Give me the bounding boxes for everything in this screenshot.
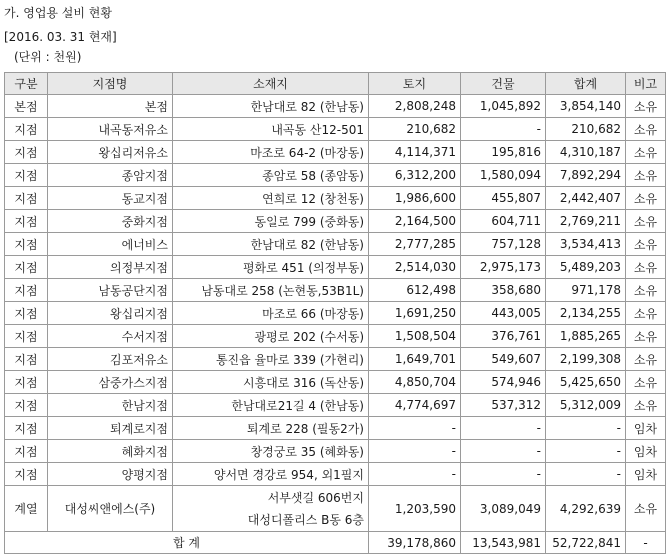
cell-note: 소유 xyxy=(626,302,666,325)
cell-land: 4,850,704 xyxy=(369,371,461,394)
cell-note: 소유 xyxy=(626,394,666,417)
cell-address: 한남대로 82 (한남동) xyxy=(173,95,369,118)
cell-building: - xyxy=(461,440,546,463)
cell-land: 1,986,600 xyxy=(369,187,461,210)
cell-total: - xyxy=(546,463,626,486)
col-header-total: 합계 xyxy=(546,73,626,95)
cell-total: 2,769,211 xyxy=(546,210,626,233)
cell-land: 6,312,200 xyxy=(369,164,461,187)
cell-land: 1,691,250 xyxy=(369,302,461,325)
cell-land: 1,649,701 xyxy=(369,348,461,371)
cell-note: 소유 xyxy=(626,210,666,233)
table-row xyxy=(5,118,666,141)
cell-type: 지점 xyxy=(5,187,48,210)
col-header-type: 구분 xyxy=(5,73,48,95)
cell-branch-name: 왕십리저유소 xyxy=(48,141,173,164)
cell-note: 소유 xyxy=(626,325,666,348)
cell-building: - xyxy=(461,463,546,486)
cell-type: 지점 xyxy=(5,256,48,279)
cell-note: 소유 xyxy=(626,486,666,532)
cell-type: 지점 xyxy=(5,371,48,394)
table-row xyxy=(5,325,666,348)
cell-type: 지점 xyxy=(5,118,48,141)
cell-total: 5,312,009 xyxy=(546,394,626,417)
cell-total: 7,892,294 xyxy=(546,164,626,187)
cell-branch-name: 에너비스 xyxy=(48,233,173,256)
cell-land: - xyxy=(369,440,461,463)
table-row xyxy=(5,440,666,463)
cell-total: 3,854,140 xyxy=(546,95,626,118)
cell-branch-name: 내곡동저유소 xyxy=(48,118,173,141)
cell-address: 양서면 경강로 954, 외1필지 xyxy=(173,463,369,486)
cell-building: 1,045,892 xyxy=(461,95,546,118)
cell-total: 5,425,650 xyxy=(546,371,626,394)
cell-total: 210,682 xyxy=(546,118,626,141)
total-building: 13,543,981 xyxy=(461,532,546,554)
cell-note: 소유 xyxy=(626,348,666,371)
cell-land: 2,777,285 xyxy=(369,233,461,256)
cell-type: 본점 xyxy=(5,95,48,118)
cell-total: 4,292,639 xyxy=(546,486,626,532)
cell-type: 지점 xyxy=(5,325,48,348)
cell-note: 소유 xyxy=(626,141,666,164)
table-body xyxy=(5,95,666,554)
cell-address: 평화로 451 (의정부동) xyxy=(173,256,369,279)
cell-land: 2,808,248 xyxy=(369,95,461,118)
table-row xyxy=(5,210,666,233)
cell-land: 1,203,590 xyxy=(369,486,461,532)
table-row xyxy=(5,417,666,440)
total-note: - xyxy=(626,532,666,554)
cell-building: 195,816 xyxy=(461,141,546,164)
cell-branch-name: 남동공단지점 xyxy=(48,279,173,302)
cell-building: 537,312 xyxy=(461,394,546,417)
table-row-total xyxy=(5,532,666,554)
cell-address: 창경궁로 35 (혜화동) xyxy=(173,440,369,463)
table-row xyxy=(5,233,666,256)
address-line-1: 서부샛길 606번지 xyxy=(267,490,364,505)
cell-building: 443,005 xyxy=(461,302,546,325)
total-land: 39,178,860 xyxy=(369,532,461,554)
cell-land: 210,682 xyxy=(369,118,461,141)
cell-branch-name: 한남지점 xyxy=(48,394,173,417)
cell-building: 3,089,049 xyxy=(461,486,546,532)
cell-land: 612,498 xyxy=(369,279,461,302)
cell-land: 2,164,500 xyxy=(369,210,461,233)
cell-address: 동일로 799 (중화동) xyxy=(173,210,369,233)
total-label: 합 계 xyxy=(5,532,369,554)
cell-land: 4,114,371 xyxy=(369,141,461,164)
col-header-branch-name: 지점명 xyxy=(48,73,173,95)
cell-address: 한남대로 82 (한남동) xyxy=(173,233,369,256)
cell-branch-name: 동교지점 xyxy=(48,187,173,210)
cell-note: 소유 xyxy=(626,233,666,256)
cell-address: 마조로 66 (마장동) xyxy=(173,302,369,325)
unit-label: (단위 : 천원) xyxy=(14,50,82,64)
address-line-2: 대성디폴리스 B동 6층 xyxy=(247,512,364,527)
cell-branch-name: 의정부지점 xyxy=(48,256,173,279)
col-header-note: 비고 xyxy=(626,73,666,95)
cell-note: 소유 xyxy=(626,164,666,187)
cell-address: 내곡동 산12-501 xyxy=(173,118,369,141)
cell-address xyxy=(173,486,369,532)
cell-branch-name: 대성씨앤에스(주) xyxy=(48,486,173,532)
cell-land: 4,774,697 xyxy=(369,394,461,417)
cell-note: 임차 xyxy=(626,463,666,486)
table-row-affiliate xyxy=(5,486,666,532)
cell-note: 소유 xyxy=(626,279,666,302)
cell-address: 통진읍 율마로 339 (가현리) xyxy=(173,348,369,371)
cell-address: 연희로 12 (창천동) xyxy=(173,187,369,210)
cell-building: 574,946 xyxy=(461,371,546,394)
cell-note: 소유 xyxy=(626,371,666,394)
cell-land: - xyxy=(369,417,461,440)
col-header-building: 건물 xyxy=(461,73,546,95)
cell-total: 2,442,407 xyxy=(546,187,626,210)
cell-type: 지점 xyxy=(5,463,48,486)
cell-note: 임차 xyxy=(626,417,666,440)
cell-building: 757,128 xyxy=(461,233,546,256)
cell-branch-name: 중화지점 xyxy=(48,210,173,233)
cell-branch-name: 혜화지점 xyxy=(48,440,173,463)
cell-address: 광평로 202 (수서동) xyxy=(173,325,369,348)
cell-type: 계열 xyxy=(5,486,48,532)
cell-building: 455,807 xyxy=(461,187,546,210)
cell-note: 소유 xyxy=(626,256,666,279)
table-row xyxy=(5,348,666,371)
cell-type: 지점 xyxy=(5,302,48,325)
cell-type: 지점 xyxy=(5,417,48,440)
cell-branch-name: 종암지점 xyxy=(48,164,173,187)
cell-total: 3,534,413 xyxy=(546,233,626,256)
cell-total: 1,885,265 xyxy=(546,325,626,348)
table-row xyxy=(5,463,666,486)
cell-note: 소유 xyxy=(626,118,666,141)
table-row xyxy=(5,95,666,118)
cell-type: 지점 xyxy=(5,279,48,302)
cell-branch-name: 퇴계로지점 xyxy=(48,417,173,440)
cell-note: 소유 xyxy=(626,187,666,210)
cell-total: 2,199,308 xyxy=(546,348,626,371)
col-header-land: 토지 xyxy=(369,73,461,95)
cell-branch-name: 왕십리지점 xyxy=(48,302,173,325)
table-row xyxy=(5,187,666,210)
cell-type: 지점 xyxy=(5,233,48,256)
cell-address: 시흥대로 316 (독산동) xyxy=(173,371,369,394)
cell-address: 마조로 64-2 (마장동) xyxy=(173,141,369,164)
cell-type: 지점 xyxy=(5,394,48,417)
col-header-address: 소재지 xyxy=(173,73,369,95)
cell-branch-name: 양평지점 xyxy=(48,463,173,486)
cell-building: 376,761 xyxy=(461,325,546,348)
table-row xyxy=(5,141,666,164)
cell-building: - xyxy=(461,118,546,141)
cell-address: 한남대로21길 4 (한남동) xyxy=(173,394,369,417)
table-row xyxy=(5,279,666,302)
cell-land: 1,508,504 xyxy=(369,325,461,348)
table-header-row xyxy=(5,73,666,95)
cell-type: 지점 xyxy=(5,440,48,463)
cell-type: 지점 xyxy=(5,210,48,233)
table-row xyxy=(5,394,666,417)
cell-land: - xyxy=(369,463,461,486)
cell-building: 549,607 xyxy=(461,348,546,371)
cell-land: 2,514,030 xyxy=(369,256,461,279)
cell-branch-name: 수서지점 xyxy=(48,325,173,348)
cell-note: 소유 xyxy=(626,95,666,118)
cell-building: 358,680 xyxy=(461,279,546,302)
cell-total: - xyxy=(546,440,626,463)
cell-building: - xyxy=(461,417,546,440)
cell-building: 2,975,173 xyxy=(461,256,546,279)
cell-type: 지점 xyxy=(5,164,48,187)
cell-note: 임차 xyxy=(626,440,666,463)
table-row xyxy=(5,256,666,279)
cell-branch-name: 삼중가스지점 xyxy=(48,371,173,394)
cell-building: 604,711 xyxy=(461,210,546,233)
as-of-date: [2016. 03. 31 현재] xyxy=(4,30,117,44)
table-row xyxy=(5,164,666,187)
cell-type: 지점 xyxy=(5,348,48,371)
cell-address: 종암로 58 (종암동) xyxy=(173,164,369,187)
cell-branch-name: 본점 xyxy=(48,95,173,118)
table-row xyxy=(5,302,666,325)
cell-building: 1,580,094 xyxy=(461,164,546,187)
cell-total: 4,310,187 xyxy=(546,141,626,164)
cell-total: 2,134,255 xyxy=(546,302,626,325)
cell-address: 퇴계로 228 (필동2가) xyxy=(173,417,369,440)
cell-type: 지점 xyxy=(5,141,48,164)
cell-total: - xyxy=(546,417,626,440)
section-title: 가. 영업용 설비 현황 xyxy=(4,6,112,20)
cell-total: 5,489,203 xyxy=(546,256,626,279)
cell-address: 남동대로 258 (논현동,53B1L) xyxy=(173,279,369,302)
facility-table xyxy=(4,72,666,554)
cell-branch-name: 김포저유소 xyxy=(48,348,173,371)
table-row xyxy=(5,371,666,394)
total-sum: 52,722,841 xyxy=(546,532,626,554)
cell-total: 971,178 xyxy=(546,279,626,302)
